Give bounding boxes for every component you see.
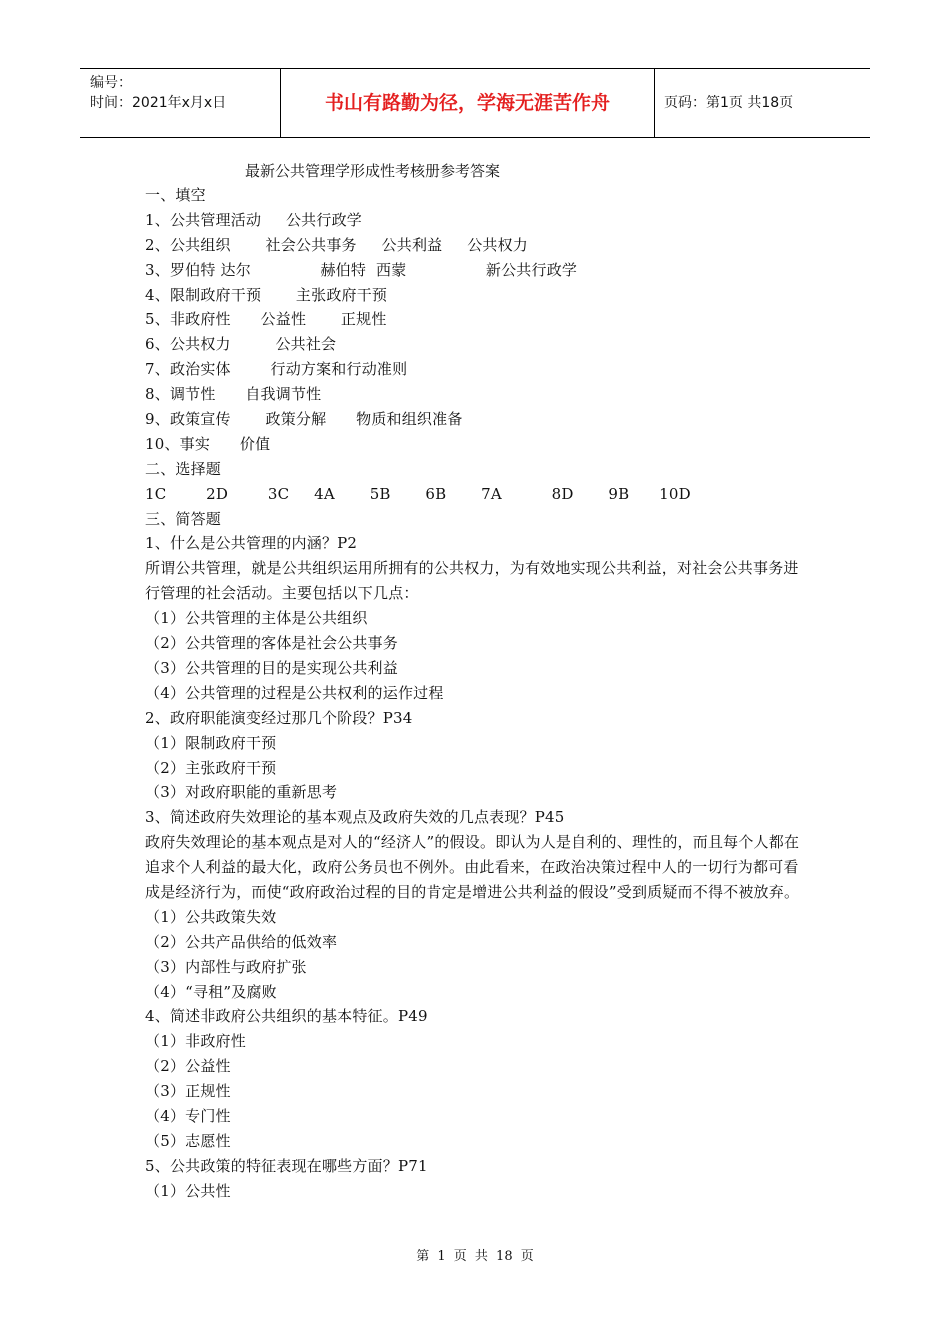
page-header: [80, 68, 870, 138]
number-label: 编号：: [90, 75, 132, 91]
fill-answer: 2、公共组织 社会公共事务 公共利益 公共权力: [145, 235, 529, 254]
fill-answer: 4、限制政府干预 主张政府干预: [145, 285, 388, 304]
answer-point: （3）公共管理的目的是实现公共利益: [145, 658, 398, 677]
answer-point: （2）公共产品供给的低效率: [145, 932, 338, 951]
answer-point: （3）对政府职能的重新思考: [145, 783, 338, 802]
fill-answer: 5、非政府性 公益性 正规性: [145, 310, 387, 329]
section-heading: 三、简答题: [145, 509, 222, 528]
fill-answer: 6、公共权力 公共社会: [145, 335, 337, 354]
answer-paragraph: 政府失效理论的基本观点是对人的“经济人”的假设。即认为人是自利的、理性的，而且每个人都在追求个人利益的最大化，政府公务员也不例外。由此看来，在政治决策过程中人的一切行为都可看成是经济行为，而使“政府政治过程的目的肯定是增进公共利益的假设”受到质疑而不得不被放弃。: [145, 833, 800, 901]
answer-point: （1）公共政策失效: [145, 907, 277, 926]
fill-answer: 3、罗伯特 达尔 赫伯特 西蒙 新公共行政学: [145, 260, 578, 279]
date-label: 时间：2021年x月x日: [90, 95, 227, 111]
question: 4、简述非政府公共组织的基本特征。P49: [145, 1007, 428, 1026]
document-title: 最新公共管理学形成性考核册参考答案: [245, 162, 501, 180]
question: 2、政府职能演变经过那几个阶段？P34: [145, 708, 413, 727]
answer-paragraph: 所谓公共管理，就是公共组织运用所拥有的公共权力，为有效地实现公共利益，对社会公共事务进行管理的社会活动。主要包括以下几点：: [145, 559, 799, 603]
answer-point: （4）“寻租”及腐败: [145, 982, 277, 1001]
answer-point: （1）公共性: [145, 1181, 231, 1200]
section-heading: 二、选择题: [145, 459, 222, 478]
question: 3、简述政府失效理论的基本观点及政府失效的几点表现？P45: [145, 808, 565, 827]
header-motto: 书山有路勤为径，学海无涯苦作舟: [324, 92, 610, 114]
fill-answer: 9、政策宣传 政策分解 物质和组织准备: [145, 410, 463, 429]
answer-point: （4）专门性: [145, 1107, 231, 1126]
fill-answer: 10、事实 价值: [145, 434, 271, 453]
header-divider-right: [654, 69, 655, 137]
answer-point: （2）主张政府干预: [145, 758, 277, 777]
fill-answer: 7、政治实体 行动方案和行动准则: [145, 360, 408, 379]
answer-point: （1）非政府性: [145, 1032, 246, 1051]
document-body: [145, 183, 810, 1204]
question: 1、什么是公共管理的内涵？P2: [145, 534, 358, 553]
choice-answers: 1C 2D 3C 4A 5B 6B 7A 8D 9B 10D: [145, 484, 691, 503]
answer-point: （3）正规性: [145, 1082, 231, 1101]
header-info: [90, 73, 226, 113]
answer-point: （1）限制政府干预: [145, 733, 277, 752]
answer-point: （5）志愿性: [145, 1131, 231, 1150]
answer-point: （2）公共管理的客体是社会公共事务: [145, 634, 398, 653]
answer-point: （2）公益性: [145, 1057, 231, 1076]
section-heading: 一、填空: [145, 186, 206, 204]
answer-point: （3）内部性与政府扩张: [145, 957, 307, 976]
answer-point: （1）公共管理的主体是公共组织: [145, 609, 368, 628]
answer-point: （4）公共管理的过程是公共权利的运作过程: [145, 683, 444, 702]
fill-answer: 1、公共管理活动 公共行政学: [145, 210, 362, 229]
fill-answer: 8、调节性 自我调节性: [145, 385, 322, 404]
header-page-label: 页码：第1页 共18页: [664, 95, 794, 111]
page-footer: 第 1 页 共 18 页: [416, 1249, 534, 1264]
question: 5、公共政策的特征表现在哪些方面？P71: [145, 1156, 428, 1175]
